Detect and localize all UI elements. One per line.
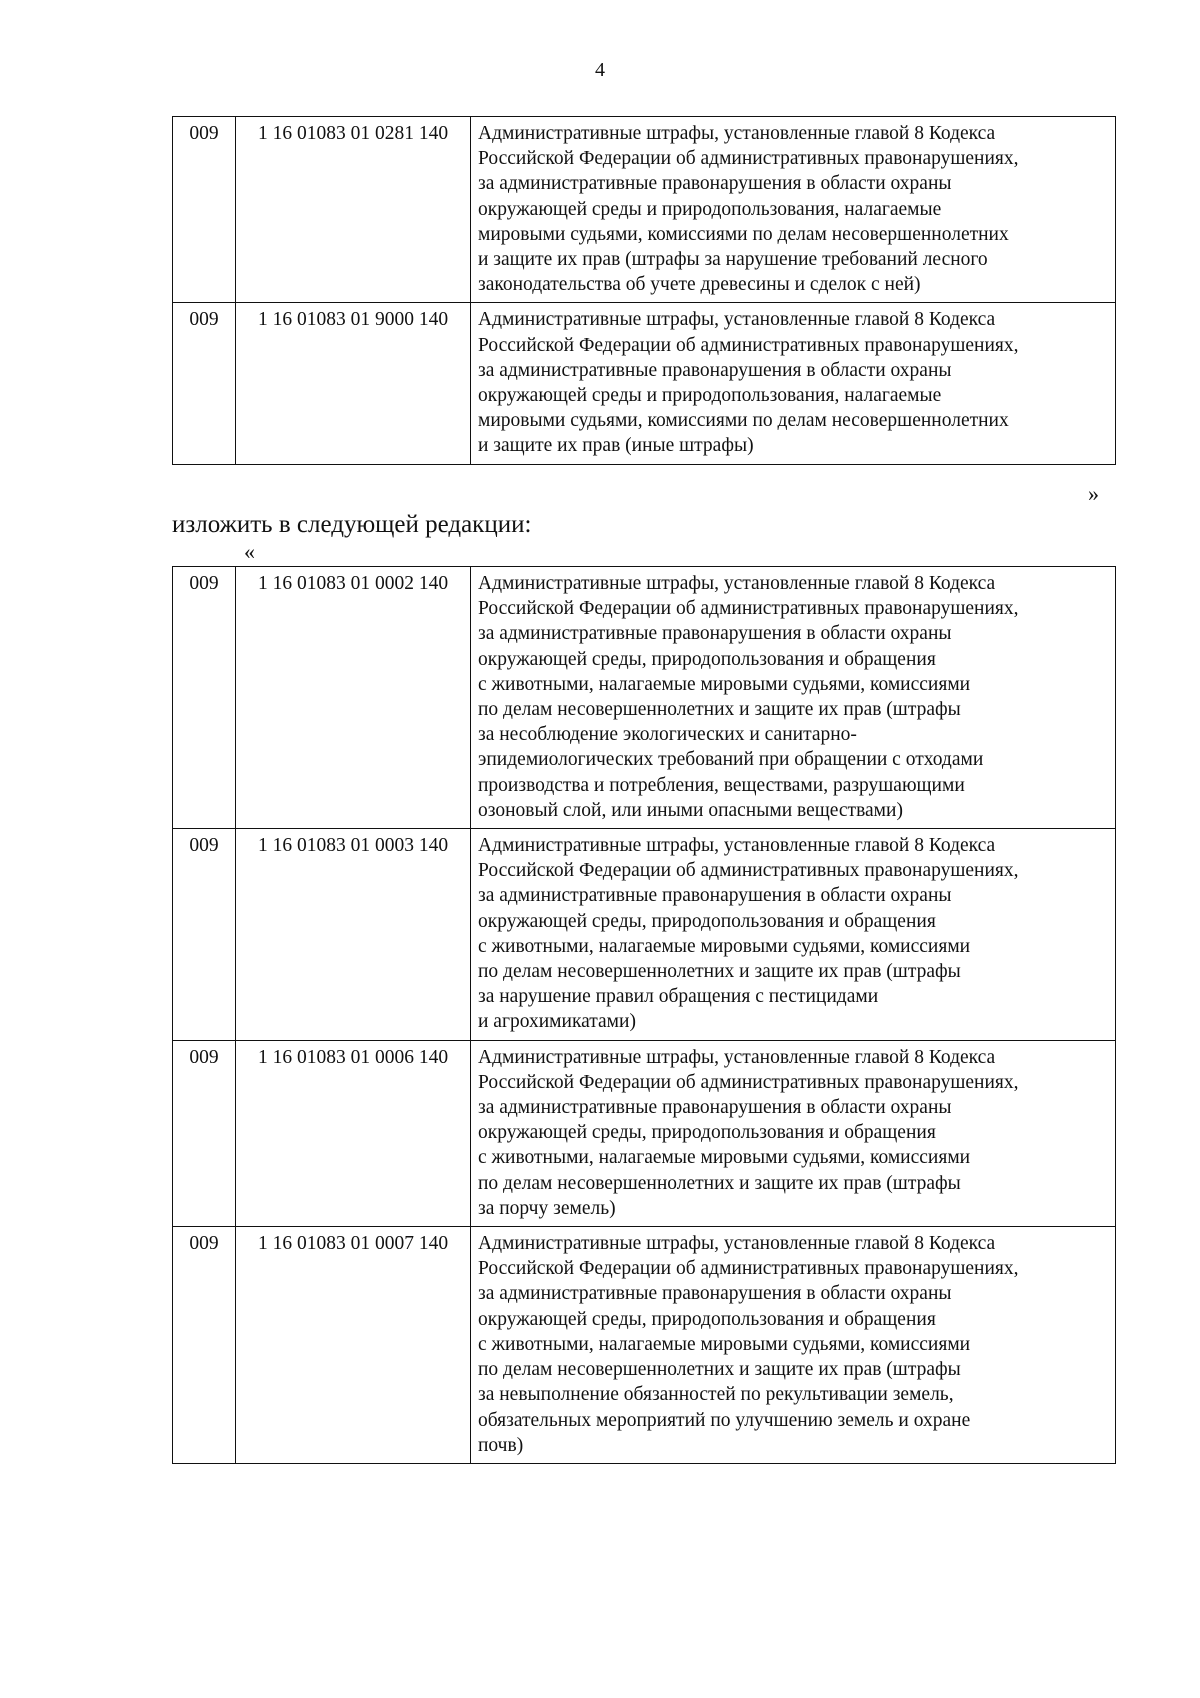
description-line: по делам несовершеннолетних и защите их прав (штрафы bbox=[478, 1172, 961, 1194]
new-codes-table-body bbox=[173, 567, 1116, 1464]
old-codes-table-body bbox=[173, 117, 1116, 465]
description-line: за административные правонарушения в области охраны bbox=[478, 1097, 952, 1119]
admin-code-cell: 009 bbox=[173, 303, 236, 464]
description-line: Административные штрафы, установленные главой 8 Кодекса bbox=[478, 1046, 996, 1068]
description-line: обязательных мероприятий по улучшению земель и охране bbox=[478, 1409, 971, 1431]
admin-code-cell: 009 bbox=[173, 117, 236, 303]
description-line: окружающей среды, природопользования и обращения bbox=[478, 1122, 936, 1144]
description-line: мировыми судьями, комиссиями по делам несовершеннолетних bbox=[478, 223, 1009, 245]
description-line: по делам несовершеннолетних и защите их прав (штрафы bbox=[478, 699, 961, 721]
description-line: мировыми судьями, комиссиями по делам несовершеннолетних bbox=[478, 410, 1009, 432]
description-cell bbox=[471, 1040, 1116, 1226]
budget-classification-code-cell: 1 16 01083 01 0002 140 bbox=[236, 567, 471, 829]
description-cell bbox=[471, 1227, 1116, 1464]
description-line: по делам несовершеннолетних и защите их прав (штрафы bbox=[478, 1359, 961, 1381]
description-line: эпидемиологических требований при обращении с отходами bbox=[478, 749, 984, 771]
table-row bbox=[173, 829, 1116, 1041]
description-line: за нарушение правил обращения с пестицидами bbox=[478, 986, 879, 1008]
table-row bbox=[173, 1227, 1116, 1464]
description-line: за административные правонарушения в области охраны bbox=[478, 173, 952, 195]
description-line: с животными, налагаемые мировыми судьями, комиссиями bbox=[478, 1147, 971, 1169]
admin-code-cell: 009 bbox=[173, 1227, 236, 1464]
budget-classification-code-cell: 1 16 01083 01 0003 140 bbox=[236, 829, 471, 1041]
opening-quote: « bbox=[244, 539, 255, 564]
budget-classification-code-cell: 1 16 01083 01 0006 140 bbox=[236, 1040, 471, 1226]
description-line: и агрохимикатами) bbox=[478, 1011, 636, 1033]
description-line: с животными, налагаемые мировыми судьями, комиссиями bbox=[478, 1333, 971, 1355]
table-row bbox=[173, 567, 1116, 829]
description-line: по делам несовершеннолетних и защите их прав (штрафы bbox=[478, 961, 961, 983]
description-line: почв) bbox=[478, 1434, 524, 1456]
admin-code-cell: 009 bbox=[173, 829, 236, 1041]
description-line: Российской Федерации об административных правонарушениях, bbox=[478, 860, 1019, 882]
description-line: производства и потребления, веществами, разрушающими bbox=[478, 774, 965, 796]
table-row bbox=[173, 117, 1116, 303]
description-line: Административные штрафы, установленные главой 8 Кодекса bbox=[478, 835, 996, 857]
description-line: за порчу земель) bbox=[478, 1197, 616, 1219]
description-line: за невыполнение обязанностей по рекультивации земель, bbox=[478, 1384, 954, 1406]
new-codes-table bbox=[172, 566, 1116, 1464]
page-number: 4 bbox=[595, 59, 605, 81]
table-row bbox=[173, 1040, 1116, 1226]
description-line: за административные правонарушения в области охраны bbox=[478, 359, 952, 381]
description-line: окружающей среды и природопользования, налагаемые bbox=[478, 198, 942, 220]
budget-classification-code-cell: 1 16 01083 01 9000 140 bbox=[236, 303, 471, 464]
description-line: Российской Федерации об административных правонарушениях, bbox=[478, 598, 1019, 620]
description-line: окружающей среды, природопользования и обращения bbox=[478, 910, 936, 932]
description-cell bbox=[471, 829, 1116, 1041]
description-line: и защите их прав (иные штрафы) bbox=[478, 435, 754, 457]
description-line: за административные правонарушения в области охраны bbox=[478, 1283, 952, 1305]
admin-code-cell: 009 bbox=[173, 1040, 236, 1226]
description-line: Российской Федерации об административных правонарушениях, bbox=[478, 1071, 1019, 1093]
description-cell bbox=[471, 117, 1116, 303]
description-line: Российской Федерации об административных правонарушениях, bbox=[478, 334, 1019, 356]
old-codes-table bbox=[172, 116, 1116, 465]
budget-classification-code-cell: 1 16 01083 01 0007 140 bbox=[236, 1227, 471, 1464]
description-line: Административные штрафы, установленные главой 8 Кодекса bbox=[478, 309, 996, 331]
description-line: окружающей среды и природопользования, налагаемые bbox=[478, 385, 942, 407]
amendment-intro-text: изложить в следующей редакции: bbox=[172, 511, 532, 538]
admin-code-cell: 009 bbox=[173, 567, 236, 829]
description-cell bbox=[471, 567, 1116, 829]
description-line: за административные правонарушения в области охраны bbox=[478, 623, 952, 645]
description-line: озоновый слой, или иными опасными веществами) bbox=[478, 799, 903, 821]
table-row bbox=[173, 303, 1116, 464]
description-line: Российской Федерации об административных правонарушениях, bbox=[478, 1258, 1019, 1280]
description-line: окружающей среды, природопользования и обращения bbox=[478, 1308, 936, 1330]
description-cell bbox=[471, 303, 1116, 464]
description-line: и защите их прав (штрафы за нарушение требований лесного bbox=[478, 249, 988, 271]
description-line: окружающей среды, природопользования и обращения bbox=[478, 648, 936, 670]
description-line: законодательства об учете древесины и сделок с ней) bbox=[478, 274, 921, 296]
description-line: Административные штрафы, установленные главой 8 Кодекса bbox=[478, 573, 996, 594]
description-line: Административные штрафы, установленные главой 8 Кодекса bbox=[478, 123, 996, 144]
closing-quote: » bbox=[1088, 481, 1099, 506]
description-line: с животными, налагаемые мировыми судьями, комиссиями bbox=[478, 673, 971, 695]
description-line: с животными, налагаемые мировыми судьями, комиссиями bbox=[478, 935, 971, 957]
description-line: Административные штрафы, установленные главой 8 Кодекса bbox=[478, 1233, 996, 1255]
description-line: за несоблюдение экологических и санитарно- bbox=[478, 724, 857, 746]
description-line: Российской Федерации об административных правонарушениях, bbox=[478, 148, 1019, 170]
budget-classification-code-cell: 1 16 01083 01 0281 140 bbox=[236, 117, 471, 303]
description-line: за административные правонарушения в области охраны bbox=[478, 885, 952, 907]
